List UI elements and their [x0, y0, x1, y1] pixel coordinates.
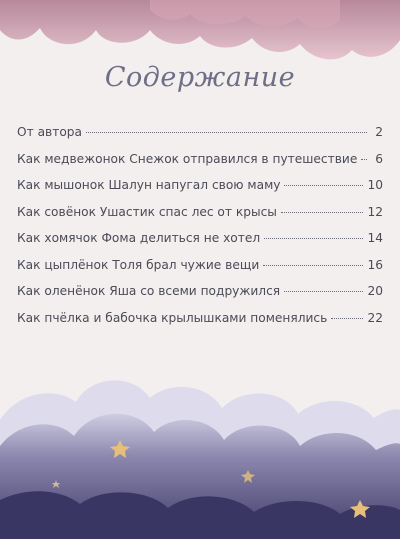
toc-entry-page: 2 — [375, 125, 383, 139]
toc-entry-title: Как хомячок Фома делиться не хотел — [17, 231, 261, 245]
dot-leader — [263, 265, 363, 266]
toc-entry-title: Как оленёнок Яша со всеми подружился — [17, 284, 281, 298]
toc-entry-page: 20 — [367, 284, 383, 298]
toc-entry-page: 6 — [375, 151, 383, 166]
toc-entry-page: 16 — [367, 257, 383, 272]
dot-leader — [281, 212, 364, 213]
toc-entry-page: 14 — [367, 231, 383, 245]
top-clouds — [0, 0, 400, 59]
dot-leader — [284, 291, 363, 292]
toc-entry-page: 22 — [367, 310, 383, 325]
toc-entry-title: Как пчёлка и бабочка крылышками поменялись — [17, 310, 328, 325]
toc-entry[interactable] — [17, 205, 383, 232]
toc-entry-title: От автора — [17, 125, 82, 139]
dot-leader — [86, 132, 367, 133]
toc-entry-title: Как цыплёнок Толя брал чужие вещи — [17, 257, 260, 272]
toc-entry[interactable] — [17, 152, 383, 179]
dot-leader — [264, 238, 363, 239]
table-of-contents — [17, 125, 383, 337]
dot-leader — [361, 159, 367, 160]
toc-entry-page: 12 — [367, 204, 383, 219]
toc-entry[interactable] — [17, 231, 383, 258]
toc-entry-page: 10 — [367, 178, 383, 192]
toc-entry-title: Как мышонок Шалун напугал свою маму — [17, 178, 281, 192]
toc-entry[interactable] — [17, 125, 383, 152]
toc-entry[interactable] — [17, 284, 383, 311]
toc-entry[interactable] — [17, 311, 383, 338]
toc-entry[interactable] — [17, 258, 383, 285]
dot-leader — [284, 185, 363, 186]
toc-entry-title: Как медвежонок Снежок отправился в путешествие — [17, 151, 358, 166]
toc-entry[interactable] — [17, 178, 383, 205]
page-title: Содержание — [104, 62, 296, 93]
bottom-clouds — [0, 380, 400, 539]
toc-entry-title: Как совёнок Ушастик спас лес от крысы — [17, 204, 277, 219]
dot-leader — [331, 318, 363, 319]
